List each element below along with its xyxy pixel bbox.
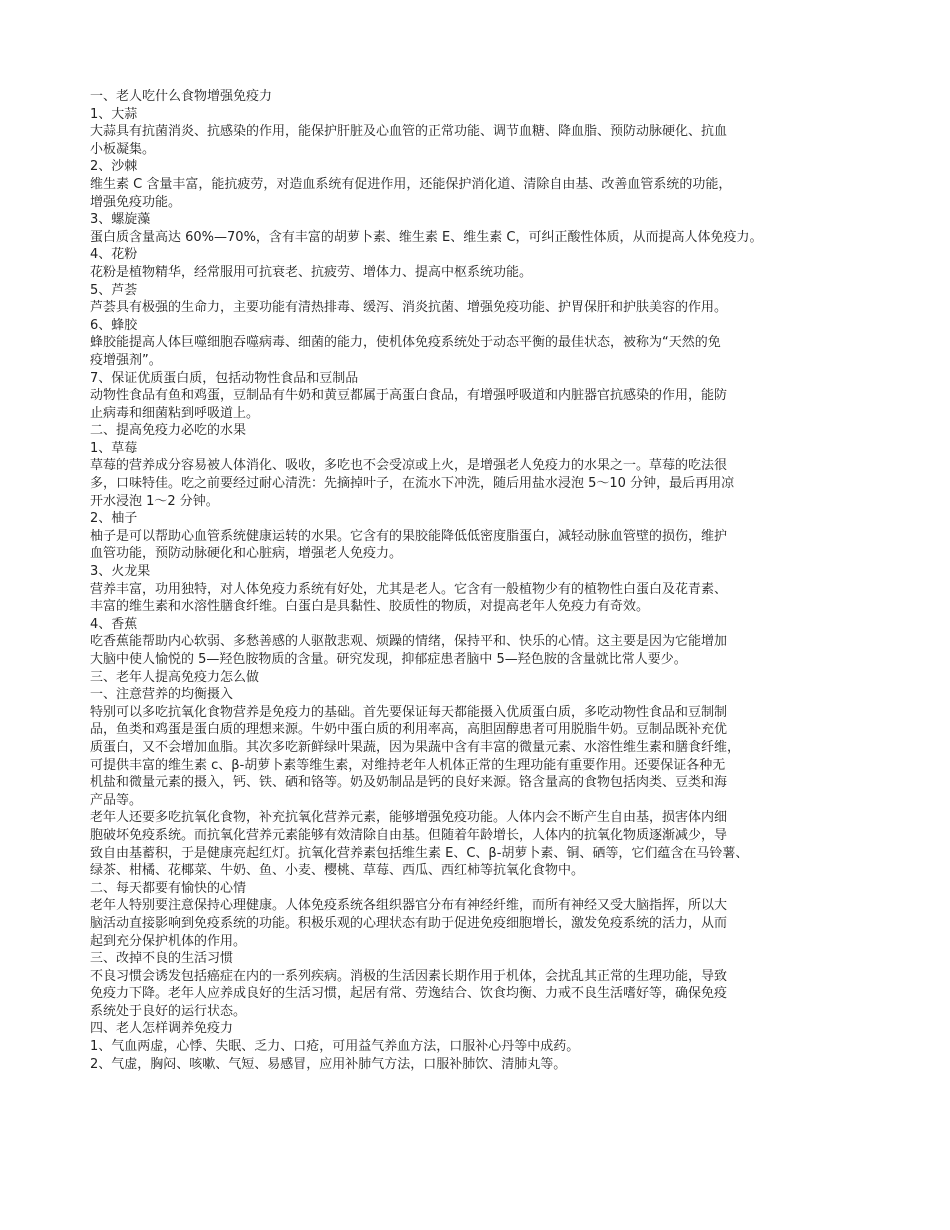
text-line: 特别可以多吃抗氧化食物营养是免疫力的基础。首先要保证每天都能摄入优质蛋白质，多吃动物性食品和豆制制 <box>90 704 728 720</box>
text-line: 产品等。 <box>90 792 143 808</box>
text-line: 蜂胶能提高人体巨噬细胞吞噬病毒、细菌的能力，使机体免疫系统处于动态平衡的最佳状态，被称为“天然的免 <box>90 335 721 351</box>
text-line: 开水浸泡 1～2 分钟。 <box>90 493 219 509</box>
text-line: 疫增强剂”。 <box>90 352 162 368</box>
text-line: 三、改掉不良的生活习惯 <box>90 951 234 967</box>
text-line: 芦荟具有极强的生命力，主要功能有清热排毒、缓泻、消炎抗菌、增强免疫功能、护胃保肝和护肤美容的作用。 <box>90 300 728 316</box>
text-line: 4、香蕉 <box>90 616 138 632</box>
text-line: 蛋白质含量高达 60%—70%，含有丰富的胡萝卜素、维生素 E、维生素 C，可纠正酸性体质，从而提高人体免疫力。 <box>90 229 763 245</box>
text-line: 起到充分保护机体的作用。 <box>90 933 247 949</box>
text-line: 2、柚子 <box>90 511 138 527</box>
text-line: 营养丰富，功用独特，对人体免疫力系统有好处，尤其是老人。它含有一般植物少有的植物性白蛋白及花青素、 <box>90 581 728 597</box>
text-line: 花粉是植物精华，经常服用可抗衰老、抗疲劳、增体力、提高中枢系统功能。 <box>90 264 533 280</box>
text-line: 老年人还要多吃抗氧化食物，补充抗氧化营养元素，能够增强免疫功能。人体内会不断产生自由基，损害体内细 <box>90 810 728 826</box>
text-line: 1、草莓 <box>90 440 138 456</box>
text-line: 一、注意营养的均衡摄入 <box>90 687 234 703</box>
text-line: 5、芦荟 <box>90 282 138 298</box>
text-line: 致自由基蓄积，于是健康亮起红灯。抗氧化营养素包括维生素 E、C、β-胡萝卜素、铜、硒等，它们蕴含在马铃薯、 <box>90 845 749 861</box>
text-line: 维生素 C 含量丰富，能抗疲劳，对造血系统有促进作用，还能保护消化道、清除自由基、改善血管系统的功能， <box>90 176 732 192</box>
text-line: 7、保证优质蛋白质，包括动物性食品和豆制品 <box>90 370 359 386</box>
text-line: 大蒜具有抗菌消炎、抗感染的作用，能保护肝脏及心血管的正常功能、调节血糖、降血脂、预防动脉硬化、抗血 <box>90 124 728 140</box>
text-line: 四、老人怎样调养免疫力 <box>90 1021 234 1037</box>
text-line: 6、蜂胶 <box>90 317 138 333</box>
text-line: 系统处于良好的运行状态。 <box>90 1003 247 1019</box>
text-line: 三、老年人提高免疫力怎么做 <box>90 669 260 685</box>
text-line: 绿茶、柑橘、花椰菜、牛奶、鱼、小麦、樱桃、草莓、西瓜、西红柿等抗氧化食物中。 <box>90 863 585 879</box>
text-line: 多，口味特佳。吃之前要经过耐心清洗：先摘掉叶子，在流水下冲洗，随后用盐水浸泡 5～10 分钟，最后再用凉 <box>90 476 735 492</box>
text-line: 二、每天都要有愉快的心情 <box>90 880 247 896</box>
text-line: 机盐和微量元素的摄入，钙、铁、硒和铬等。奶及奶制品是钙的良好来源。铬含量高的食物包括肉类、豆类和海 <box>90 775 728 791</box>
text-line: 不良习惯会诱发包括癌症在内的一系列疾病。消极的生活因素长期作用于机体，会扰乱其正常的生理功能，导致 <box>90 968 728 984</box>
text-line: 草莓的营养成分容易被人体消化、吸收，多吃也不会受凉或上火，是增强老人免疫力的水果之一。草莓的吃法很 <box>90 458 728 474</box>
text-line: 柚子是可以帮助心血管系统健康运转的水果。它含有的果胶能降低低密度脂蛋白，减轻动脉血管壁的损伤，维护 <box>90 528 728 544</box>
text-line: 大脑中使人愉悦的 5—羟色胺物质的含量。研究发现，抑郁症患者脑中 5—羟色胺的含量就比常人要少。 <box>90 652 687 667</box>
text-line: 2、气虚，胸闷、咳嗽、气短、易感冒，应用补肺气方法，口服补肺饮、清肺丸等。 <box>90 1056 567 1072</box>
text-line: 可提供丰富的维生素 c、β-胡萝卜素等维生素，对维持老年人机体正常的生理功能有重要作用。还要保证各种无 <box>90 757 726 773</box>
document-body <box>90 88 860 1073</box>
text-line: 二、提高免疫力必吃的水果 <box>90 423 247 439</box>
text-line: 动物性食品有鱼和鸡蛋，豆制品有牛奶和黄豆都属于高蛋白食品，有增强呼吸道和内脏器官抗感染的作用，能防 <box>90 388 728 404</box>
text-line: 3、火龙果 <box>90 564 151 580</box>
text-line: 质蛋白，又不会增加血脂。其次多吃新鲜绿叶果蔬，因为果蔬中含有丰富的微量元素、水溶性维生素和膳食纤维， <box>90 739 741 755</box>
text-line: 4、花粉 <box>90 247 138 263</box>
text-line: 止病毒和细菌粘到呼吸道上。 <box>90 405 260 421</box>
text-line: 免疫力下降。老年人应养成良好的生活习惯，起居有常、劳逸结合、饮食均衡、力戒不良生活嗜好等，确保免疫 <box>90 986 728 1002</box>
text-line: 血管功能，预防动脉硬化和心脏病，增强老人免疫力。 <box>90 546 403 562</box>
text-line: 丰富的维生素和水溶性膳食纤维。白蛋白是具黏性、胶质性的物质，对提高老年人免疫力有奇效。 <box>90 599 650 615</box>
text-line: 1、气血两虚，心悸、失眠、乏力、口疮，可用益气养血方法，口服补心丹等中成药。 <box>90 1039 580 1055</box>
text-line: 2、沙棘 <box>90 159 138 175</box>
text-line: 小板凝集。 <box>90 141 156 157</box>
text-line: 胞破坏免疫系统。而抗氧化营养元素能够有效清除自由基。但随着年龄增长，人体内的抗氧化物质逐渐减少，导 <box>90 827 728 843</box>
text-line: 品，鱼类和鸡蛋是蛋白质的理想来源。牛奶中蛋白质的利用率高，高胆固醇患者可用脱脂牛奶。豆制品既补充优 <box>90 722 728 738</box>
text-line: 一、老人吃什么食物增强免疫力 <box>90 89 273 104</box>
text-line: 3、螺旋藻 <box>90 212 151 228</box>
text-line: 脑活动直接影响到免疫系统的功能。积极乐观的心理状态有助于促进免疫细胞增长，激发免疫系统的活力，从而 <box>90 915 728 931</box>
text-line: 吃香蕉能帮助内心软弱、多愁善感的人驱散悲观、烦躁的情绪，保持平和、快乐的心情。这主要是因为它能增加 <box>90 634 728 650</box>
text-line: 1、大蒜 <box>90 106 138 122</box>
text-line: 增强免疫功能。 <box>90 194 182 210</box>
text-line: 老年人特别要注意保持心理健康。人体免疫系统各组织器官分布有神经纤维，而所有神经又受大脑指挥，所以大 <box>90 898 728 914</box>
